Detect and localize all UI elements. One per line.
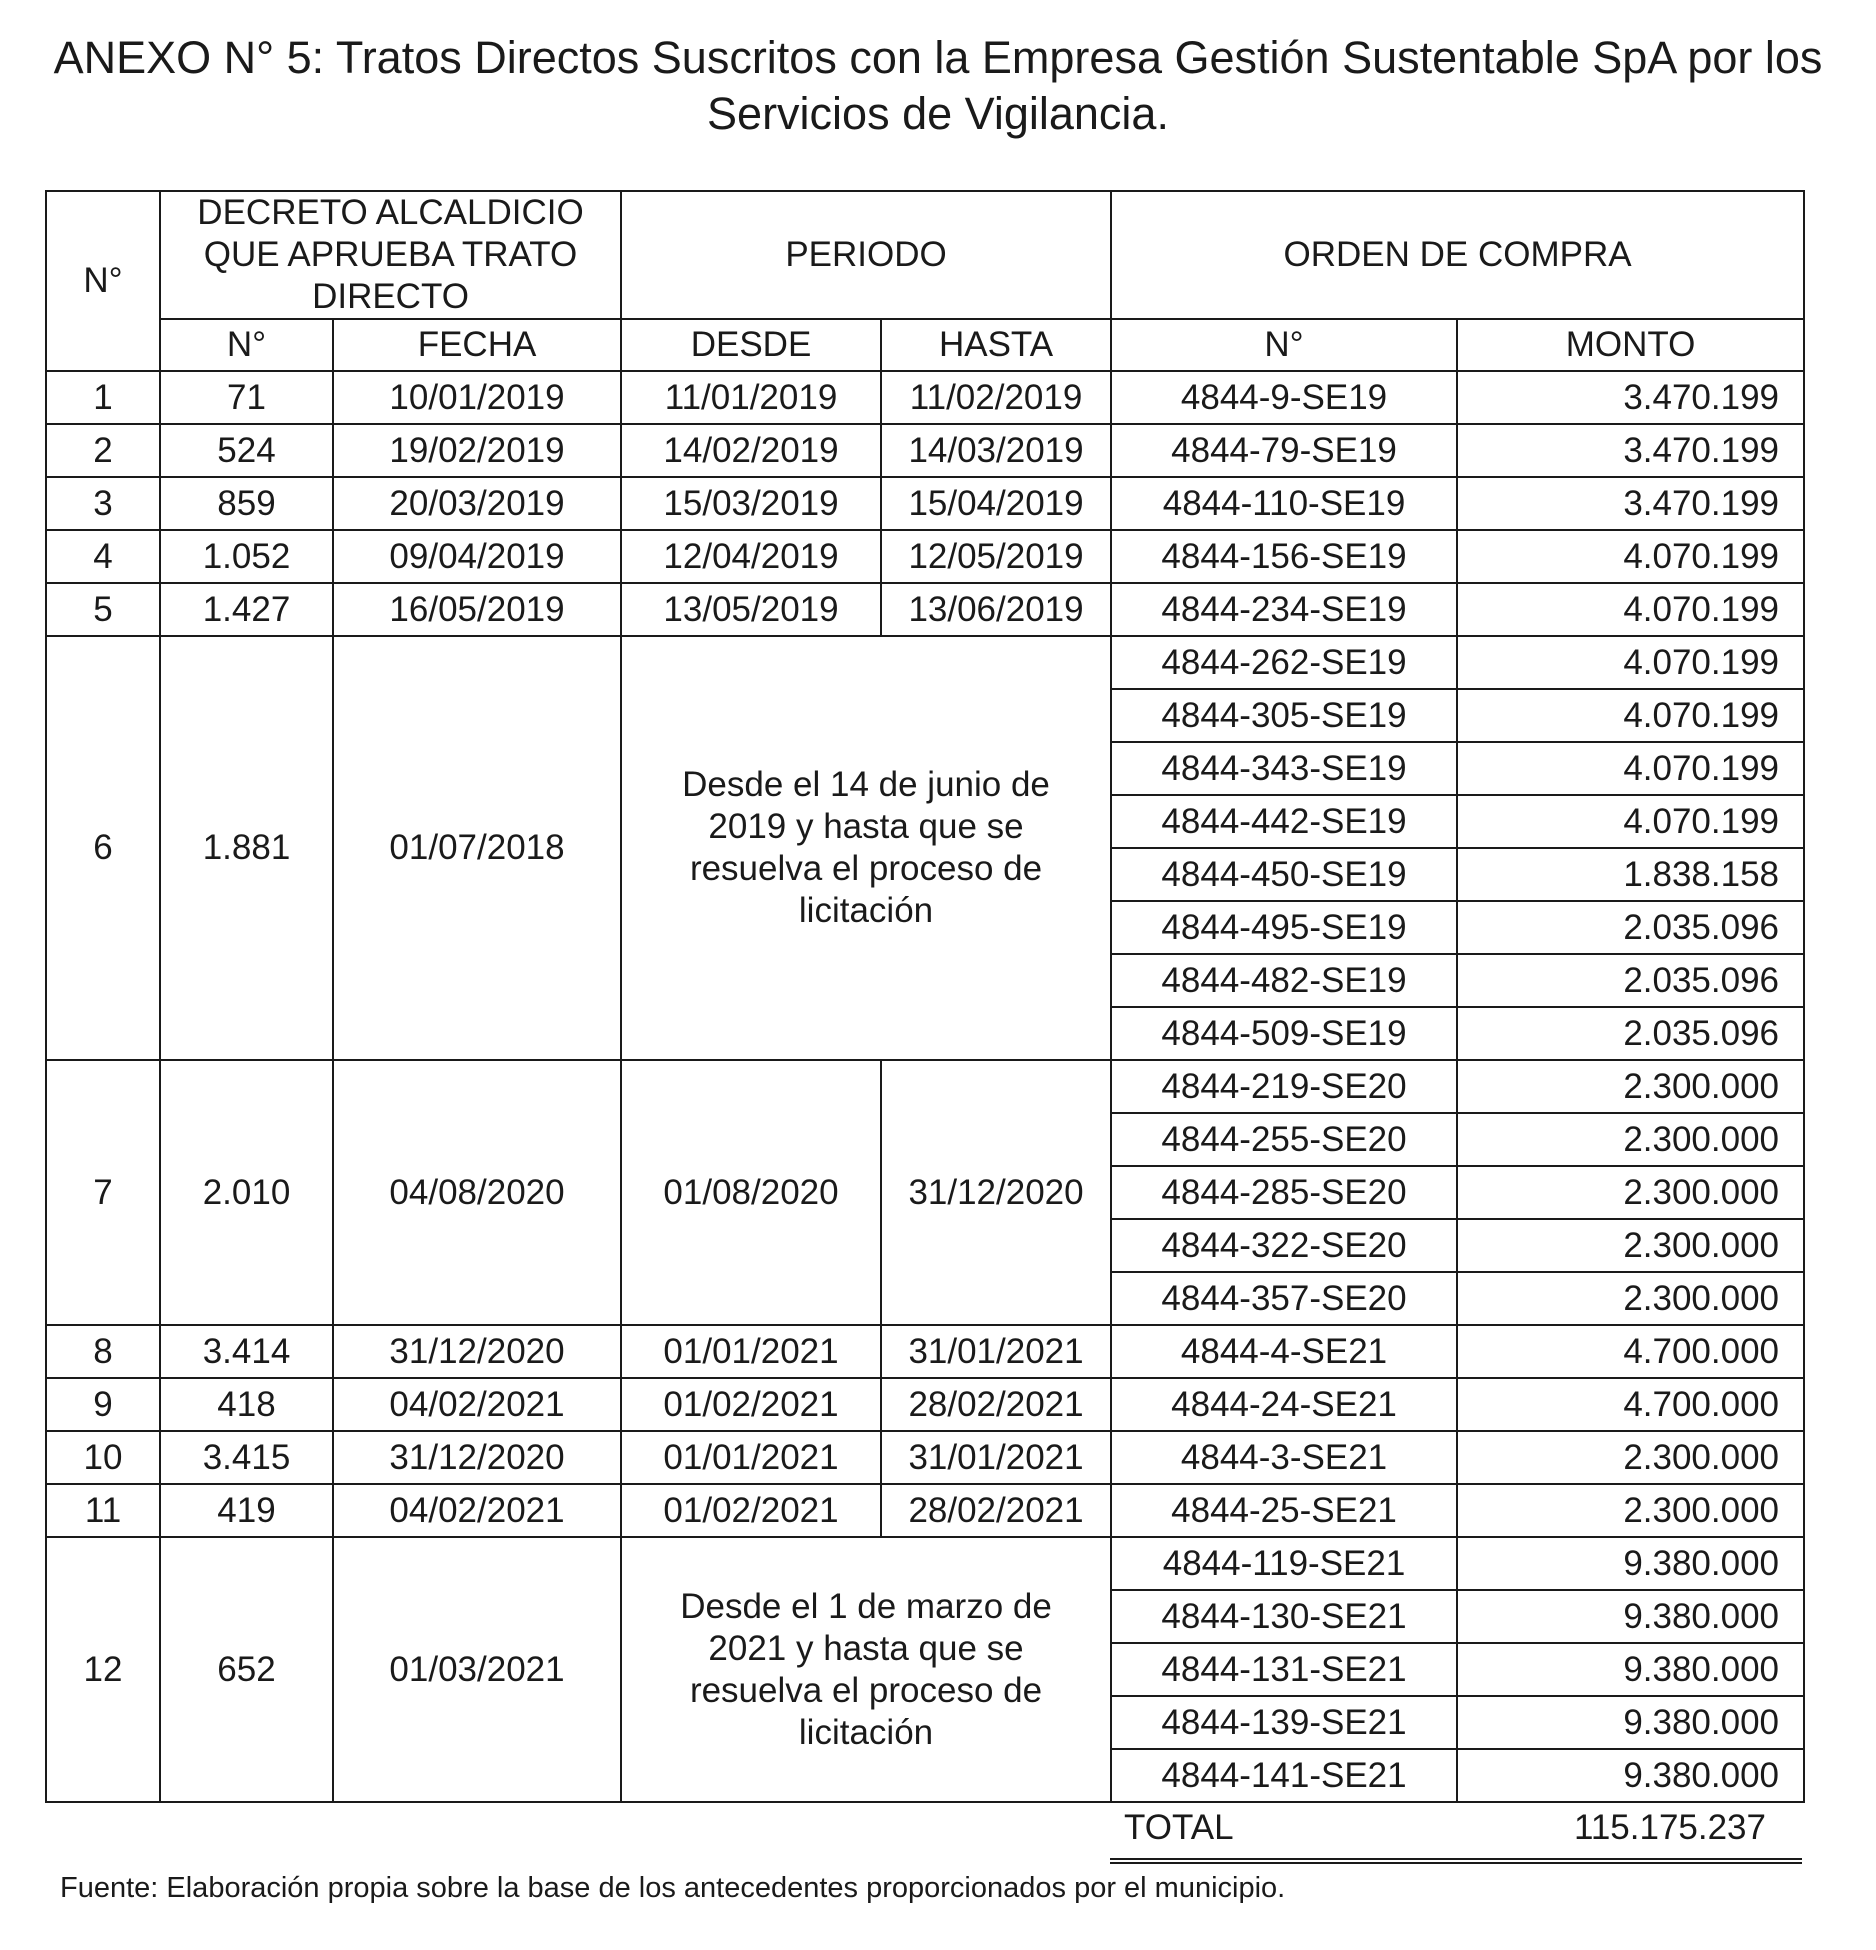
decreto-fecha: 01/07/2018 — [333, 636, 621, 1060]
table-row — [46, 1325, 1804, 1378]
orden-compra-num: 4844-4-SE21 — [1111, 1325, 1457, 1378]
orden-compra-num: 4844-442-SE19 — [1111, 795, 1457, 848]
orden-compra-monto: 2.300.000 — [1457, 1113, 1804, 1166]
periodo-desde: 11/01/2019 — [621, 371, 881, 424]
periodo-desde: 01/01/2021 — [621, 1431, 881, 1484]
periodo-hasta: 31/01/2021 — [881, 1431, 1111, 1484]
header-orden-de-compra: ORDEN DE COMPRA — [1111, 191, 1804, 319]
orden-compra-monto: 9.380.000 — [1457, 1537, 1804, 1590]
decreto-fecha: 04/08/2020 — [333, 1060, 621, 1325]
decreto-number: 524 — [160, 424, 333, 477]
orden-compra-num: 4844-9-SE19 — [1111, 371, 1457, 424]
orden-compra-num: 4844-3-SE21 — [1111, 1431, 1457, 1484]
orden-compra-num: 4844-343-SE19 — [1111, 742, 1457, 795]
orden-compra-num: 4844-255-SE20 — [1111, 1113, 1457, 1166]
decreto-number: 419 — [160, 1484, 333, 1537]
row-number: 4 — [46, 530, 160, 583]
orden-compra-monto: 4.070.199 — [1457, 742, 1804, 795]
header-orden-num: N° — [1111, 319, 1457, 371]
orden-compra-num: 4844-509-SE19 — [1111, 1007, 1457, 1060]
orden-compra-monto: 2.035.096 — [1457, 901, 1804, 954]
table-row — [46, 583, 1804, 636]
orden-compra-monto: 2.035.096 — [1457, 1007, 1804, 1060]
orden-compra-monto: 3.470.199 — [1457, 371, 1804, 424]
decreto-fecha: 31/12/2020 — [333, 1325, 621, 1378]
periodo-desde: 01/08/2020 — [621, 1060, 881, 1325]
orden-compra-num: 4844-450-SE19 — [1111, 848, 1457, 901]
decreto-number: 3.414 — [160, 1325, 333, 1378]
decreto-fecha: 10/01/2019 — [333, 371, 621, 424]
decreto-fecha: 20/03/2019 — [333, 477, 621, 530]
decreto-number: 71 — [160, 371, 333, 424]
orden-compra-monto: 2.300.000 — [1457, 1060, 1804, 1113]
row-number: 9 — [46, 1378, 160, 1431]
orden-compra-monto: 4.070.199 — [1457, 636, 1804, 689]
total-value: 115.175.237 — [1573, 1808, 1766, 1847]
orden-compra-monto: 2.300.000 — [1457, 1431, 1804, 1484]
table-body — [46, 371, 1804, 1802]
orden-compra-monto: 9.380.000 — [1457, 1590, 1804, 1643]
orden-compra-monto: 4.070.199 — [1457, 795, 1804, 848]
row-number: 6 — [46, 636, 160, 1060]
periodo-desde: 01/01/2021 — [621, 1325, 881, 1378]
orden-compra-monto: 2.035.096 — [1457, 954, 1804, 1007]
periodo-hasta: 31/01/2021 — [881, 1325, 1111, 1378]
decreto-number: 1.052 — [160, 530, 333, 583]
decreto-fecha: 04/02/2021 — [333, 1484, 621, 1537]
decreto-number: 3.415 — [160, 1431, 333, 1484]
table-row — [46, 477, 1804, 530]
table-row — [46, 530, 1804, 583]
row-number: 7 — [46, 1060, 160, 1325]
orden-compra-num: 4844-79-SE19 — [1111, 424, 1457, 477]
periodo-hasta: 15/04/2019 — [881, 477, 1111, 530]
decreto-fecha: 09/04/2019 — [333, 530, 621, 583]
orden-compra-num: 4844-130-SE21 — [1111, 1590, 1457, 1643]
table-row — [46, 1060, 1804, 1113]
table-row — [46, 1484, 1804, 1537]
header-decreto-fecha: FECHA — [333, 319, 621, 371]
row-number: 8 — [46, 1325, 160, 1378]
table-row — [46, 1378, 1804, 1431]
periodo-hasta: 28/02/2021 — [881, 1378, 1111, 1431]
header-monto: MONTO — [1457, 319, 1804, 371]
decreto-fecha: 16/05/2019 — [333, 583, 621, 636]
orden-compra-num: 4844-262-SE19 — [1111, 636, 1457, 689]
row-number: 10 — [46, 1431, 160, 1484]
decreto-number: 1.881 — [160, 636, 333, 1060]
header-decreto-num: N° — [160, 319, 333, 371]
periodo-hasta: 13/06/2019 — [881, 583, 1111, 636]
orden-compra-monto: 4.070.199 — [1457, 583, 1804, 636]
orden-compra-monto: 4.700.000 — [1457, 1378, 1804, 1431]
source-note: Fuente: Elaboración propia sobre la base de los antecedentes proporcionados por el municipio. — [60, 1872, 1286, 1904]
periodo-hasta: 31/12/2020 — [881, 1060, 1111, 1325]
header-periodo: PERIODO — [621, 191, 1111, 319]
row-number: 11 — [46, 1484, 160, 1537]
orden-compra-monto: 2.300.000 — [1457, 1166, 1804, 1219]
periodo-desde: 01/02/2021 — [621, 1378, 881, 1431]
header-desde: DESDE — [621, 319, 881, 371]
orden-compra-monto: 2.300.000 — [1457, 1272, 1804, 1325]
orden-compra-monto: 9.380.000 — [1457, 1696, 1804, 1749]
periodo-desde: 14/02/2019 — [621, 424, 881, 477]
orden-compra-monto: 3.470.199 — [1457, 477, 1804, 530]
table-row — [46, 1537, 1804, 1590]
periodo-hasta: 12/05/2019 — [881, 530, 1111, 583]
tratos-directos-table — [45, 190, 1805, 1803]
decreto-fecha: 04/02/2021 — [333, 1378, 621, 1431]
decreto-number: 859 — [160, 477, 333, 530]
orden-compra-monto: 1.838.158 — [1457, 848, 1804, 901]
page-title: ANEXO N° 5: Tratos Directos Suscritos con la Empresa Gestión Sustentable SpA por los Servicios de Vigilancia. — [53, 32, 1823, 139]
orden-compra-num: 4844-305-SE19 — [1111, 689, 1457, 742]
table-row — [46, 1431, 1804, 1484]
orden-compra-monto: 3.470.199 — [1457, 424, 1804, 477]
decreto-number: 2.010 — [160, 1060, 333, 1325]
orden-compra-num: 4844-25-SE21 — [1111, 1484, 1457, 1537]
periodo-hasta: 11/02/2019 — [881, 371, 1111, 424]
orden-compra-num: 4844-357-SE20 — [1111, 1272, 1457, 1325]
orden-compra-num: 4844-495-SE19 — [1111, 901, 1457, 954]
orden-compra-num: 4844-139-SE21 — [1111, 1696, 1457, 1749]
periodo-hasta: 28/02/2021 — [881, 1484, 1111, 1537]
orden-compra-num: 4844-234-SE19 — [1111, 583, 1457, 636]
decreto-number: 418 — [160, 1378, 333, 1431]
row-number: 12 — [46, 1537, 160, 1802]
orden-compra-num: 4844-482-SE19 — [1111, 954, 1457, 1007]
header-num: N° — [46, 191, 160, 371]
orden-compra-monto: 2.300.000 — [1457, 1219, 1804, 1272]
orden-compra-num: 4844-156-SE19 — [1111, 530, 1457, 583]
orden-compra-num: 4844-141-SE21 — [1111, 1749, 1457, 1802]
periodo-desde: 15/03/2019 — [621, 477, 881, 530]
row-number: 3 — [46, 477, 160, 530]
periodo-text: Desde el 1 de marzo de 2021 y hasta que se resuelva el proceso de licitación — [621, 1537, 1111, 1802]
orden-compra-num: 4844-131-SE21 — [1111, 1643, 1457, 1696]
orden-compra-num: 4844-119-SE21 — [1111, 1537, 1457, 1590]
total-row — [1110, 1802, 1802, 1864]
header-hasta: HASTA — [881, 319, 1111, 371]
decreto-fecha: 01/03/2021 — [333, 1537, 621, 1802]
orden-compra-monto: 2.300.000 — [1457, 1484, 1804, 1537]
orden-compra-num: 4844-322-SE20 — [1111, 1219, 1457, 1272]
periodo-desde: 12/04/2019 — [621, 530, 881, 583]
row-number: 2 — [46, 424, 160, 477]
decreto-number: 652 — [160, 1537, 333, 1802]
periodo-desde: 13/05/2019 — [621, 583, 881, 636]
orden-compra-monto: 9.380.000 — [1457, 1643, 1804, 1696]
table-row — [46, 424, 1804, 477]
table-row — [46, 636, 1804, 689]
orden-compra-monto: 4.070.199 — [1457, 530, 1804, 583]
periodo-text: Desde el 14 de junio de 2019 y hasta que se resuelva el proceso de licitación — [621, 636, 1111, 1060]
periodo-hasta: 14/03/2019 — [881, 424, 1111, 477]
row-number: 1 — [46, 371, 160, 424]
orden-compra-num: 4844-285-SE20 — [1111, 1166, 1457, 1219]
orden-compra-monto: 4.070.199 — [1457, 689, 1804, 742]
periodo-desde: 01/02/2021 — [621, 1484, 881, 1537]
orden-compra-num: 4844-219-SE20 — [1111, 1060, 1457, 1113]
decreto-fecha: 31/12/2020 — [333, 1431, 621, 1484]
orden-compra-num: 4844-110-SE19 — [1111, 477, 1457, 530]
header-decreto: DECRETO ALCALDICIO QUE APRUEBA TRATO DIRECTO — [160, 191, 621, 319]
row-number: 5 — [46, 583, 160, 636]
decreto-number: 1.427 — [160, 583, 333, 636]
orden-compra-monto: 9.380.000 — [1457, 1749, 1804, 1802]
orden-compra-monto: 4.700.000 — [1457, 1325, 1804, 1378]
table-row — [46, 371, 1804, 424]
decreto-fecha: 19/02/2019 — [333, 424, 621, 477]
total-label: TOTAL — [1124, 1808, 1234, 1847]
orden-compra-num: 4844-24-SE21 — [1111, 1378, 1457, 1431]
